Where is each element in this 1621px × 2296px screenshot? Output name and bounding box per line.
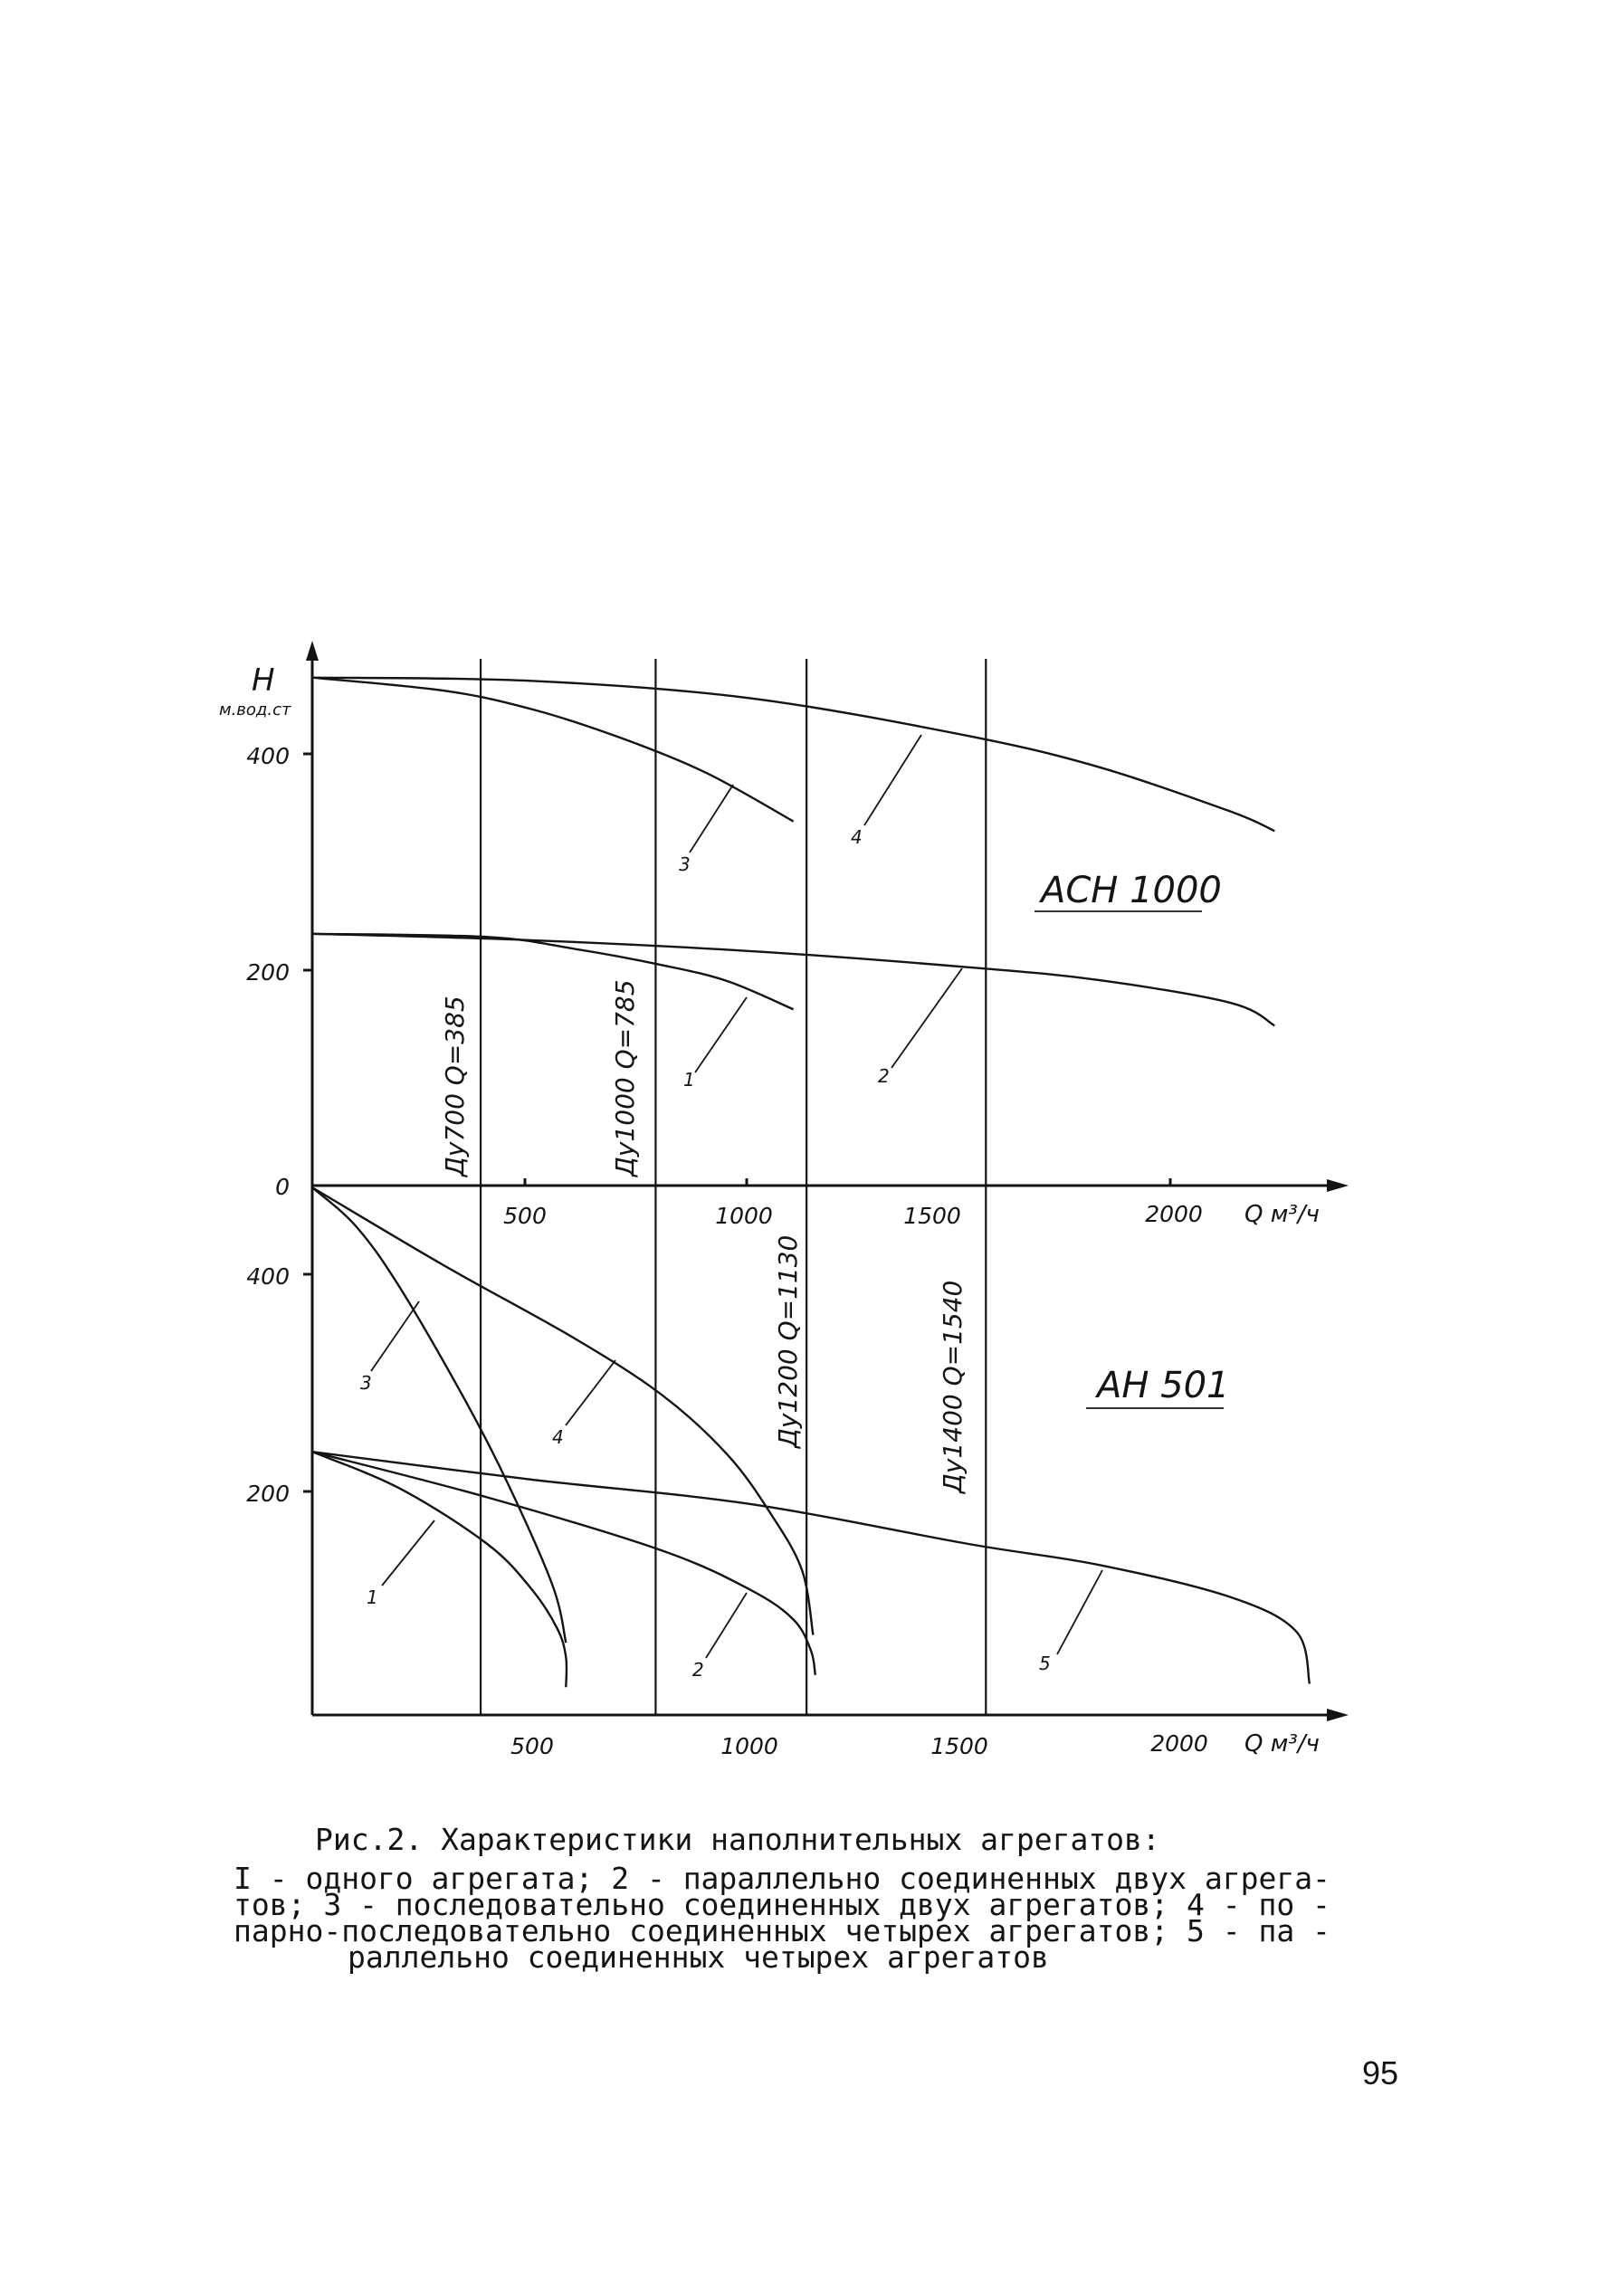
upper-x-axis-arrow [1327, 1179, 1349, 1192]
curve-ach1000-3 [312, 678, 794, 822]
curve-label-an501-4: 4 [552, 1426, 564, 1448]
figure-caption [234, 1822, 1410, 1975]
label-du700: Ду700 Q=385 [440, 996, 470, 1177]
x-tick-label-upper-1000: 1000 [715, 1203, 773, 1229]
curve-ach1000-4 [312, 678, 1274, 832]
y-tick-label-zero: 0 [275, 1174, 290, 1200]
x-tick-label-upper-2000: 2000 [1145, 1201, 1203, 1227]
x-tick-label-lower-1000: 1000 [720, 1733, 778, 1759]
leader-ach1000-4 [864, 735, 921, 825]
y-axis-arrow [306, 641, 319, 661]
unit-title-an501: АН 501 [1097, 1365, 1230, 1406]
curve-an501-2 [312, 1452, 815, 1675]
curve-an501-4 [312, 1187, 813, 1635]
caption-legend-line: тов; 3 - последовательно соединенных двух агрегатов; 4 - по - [234, 1887, 1330, 1922]
caption-legend-line: парно-последовательно соединенных четырех агрегатов; 5 - па - [234, 1913, 1330, 1948]
x-tick-label-upper-1500: 1500 [903, 1203, 961, 1229]
caption-legend-line: раллельно соединенных четырех агрегатов [348, 1939, 1049, 1975]
leader-ach1000-2 [892, 968, 962, 1068]
y-tick-label-lower-200: 200 [246, 1481, 290, 1507]
caption-legend [234, 1861, 1410, 1975]
y-tick-label-upper-400: 400 [246, 743, 290, 769]
x-tick-label-lower-500: 500 [510, 1733, 554, 1759]
leader-an501-4 [566, 1360, 615, 1425]
x-tick-label-lower-1500: 1500 [930, 1733, 988, 1759]
curve-an501-1 [312, 1452, 567, 1687]
y-axis-label: H [252, 662, 275, 699]
leader-an501-5 [1057, 1570, 1102, 1654]
label-du1200: Ду1200 Q=1130 [773, 1234, 803, 1448]
label-du1400: Ду1400 Q=1540 [938, 1280, 968, 1493]
leader-an501-1 [382, 1520, 434, 1586]
caption-legend-line: I - одного агрегата; 2 - параллельно соединенных двух агрега- [234, 1861, 1330, 1896]
curve-label-an501-1: 1 [367, 1586, 378, 1608]
curve-label-ach1000-1: 1 [683, 1069, 695, 1091]
x-tick-label-upper-500: 500 [503, 1203, 547, 1229]
leader-ach1000-3 [690, 785, 733, 853]
unit-title-ach1000: АСН 1000 [1041, 870, 1222, 911]
characteristic-curves [312, 678, 1310, 1688]
x-axis-label-lower: Q м³/ч [1244, 1730, 1320, 1758]
curve-label-an501-5: 5 [1039, 1653, 1051, 1674]
y-tick-label-upper-200: 200 [246, 959, 290, 986]
x-axis-label-upper: Q м³/ч [1244, 1201, 1320, 1228]
caption-title: Рис.2. Характеристики наполнительных агрегатов: [315, 1822, 1160, 1857]
y-axis-unit: м.вод.ст [219, 700, 291, 719]
x-tick-label-lower-2000: 2000 [1150, 1730, 1208, 1757]
y-tick-label-lower-400: 400 [246, 1263, 290, 1290]
page-number: 95 [1362, 2054, 1399, 2091]
label-du1000: Ду1000 Q=785 [610, 979, 640, 1177]
leader-ach1000-1 [695, 997, 747, 1072]
curve-label-ach1000-4: 4 [851, 826, 863, 848]
curve-label-an501-3: 3 [360, 1372, 372, 1394]
curve-label-an501-2: 2 [692, 1659, 704, 1681]
leader-an501-3 [371, 1301, 419, 1371]
curve-an501-3 [312, 1187, 566, 1643]
curve-ach1000-1 [312, 934, 794, 1010]
lower-x-axis-arrow [1327, 1709, 1349, 1721]
curve-label-ach1000-3: 3 [679, 853, 691, 875]
leader-an501-2 [706, 1593, 747, 1658]
curve-label-ach1000-2: 2 [878, 1065, 890, 1087]
